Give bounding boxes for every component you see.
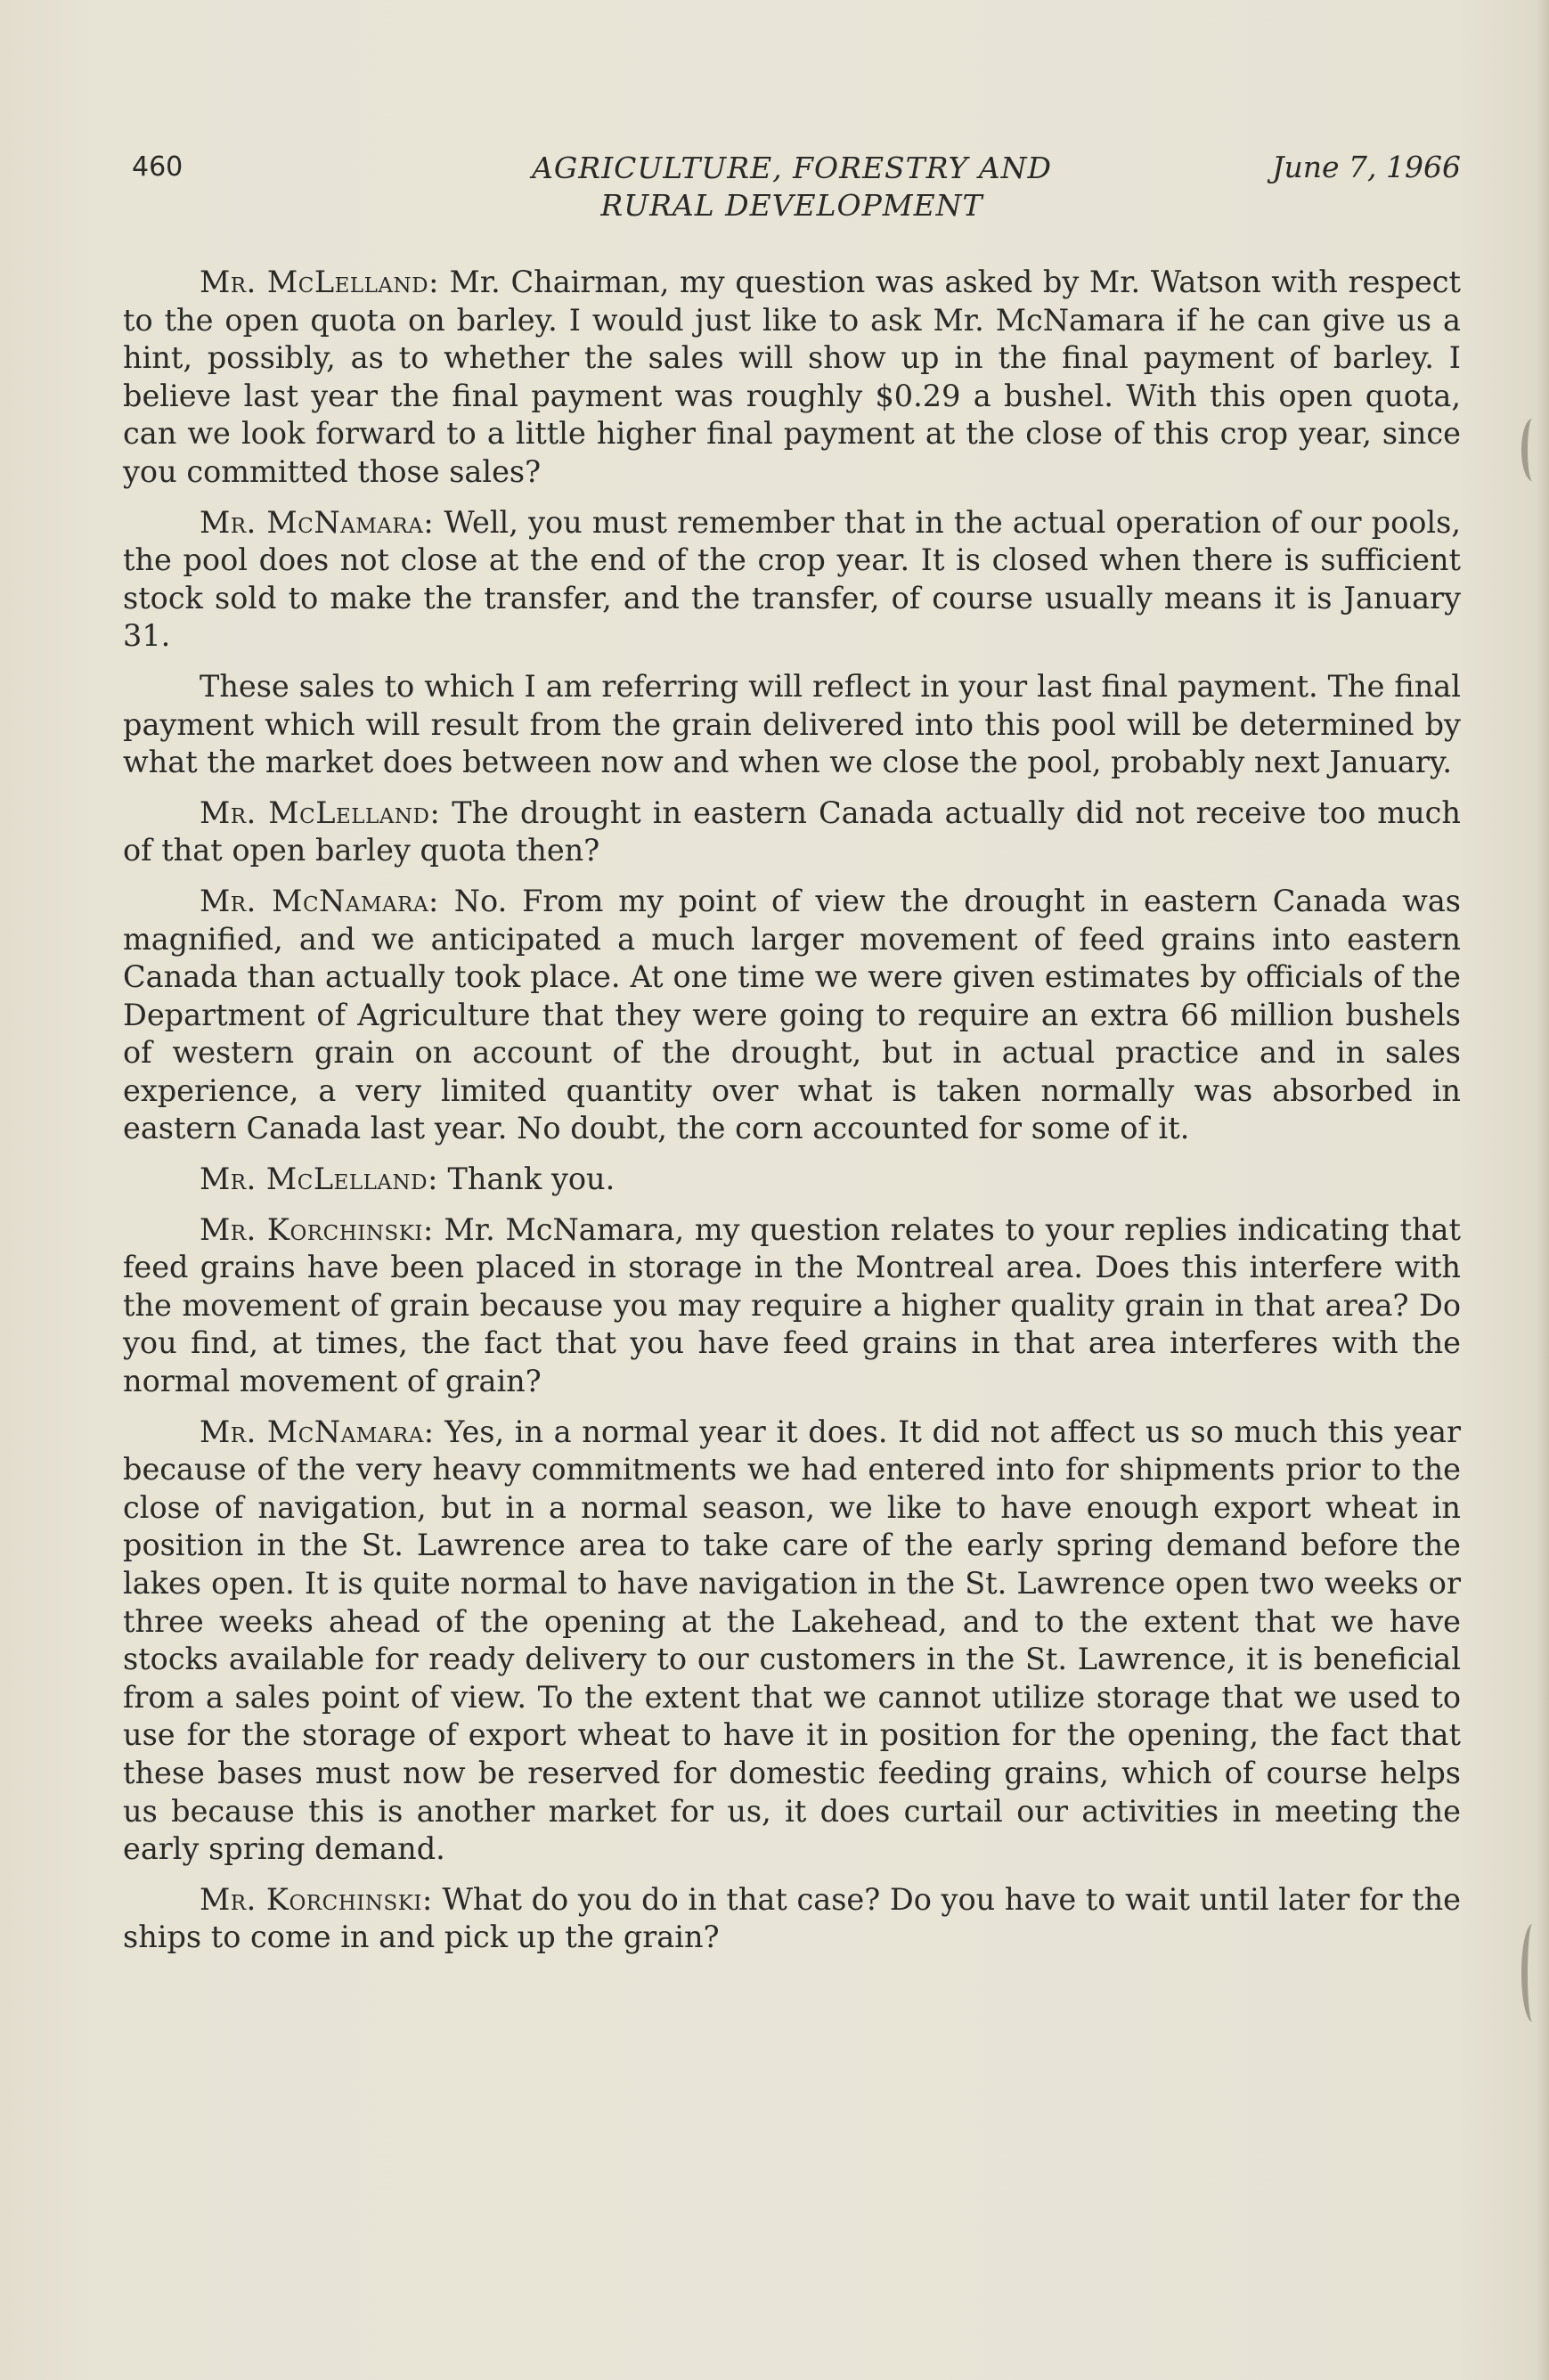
binding-mark <box>1521 1924 1544 2022</box>
transcript-paragraph <box>123 668 1461 782</box>
running-title <box>123 150 1461 224</box>
speaker-name: Mr. McNamara: <box>200 1414 435 1449</box>
speaker-name: Mr. McLelland: <box>200 265 439 299</box>
transcript-paragraph <box>123 264 1461 492</box>
transcript-paragraph <box>123 1414 1461 1869</box>
speaker-name: Mr. Korchinski: <box>200 1881 433 1917</box>
paragraph-text: Well, you must remember that in the actual operation of our pools, the pool does not close at the end of the crop year. It is closed when there is sufficient stock sold to make the transfer, and the transfer, of course usually means it is January 31. <box>123 504 1461 654</box>
transcript-body <box>123 264 1461 1969</box>
speaker-name: Mr. McLelland: <box>200 1161 438 1197</box>
paragraph-text: Yes, in a normal year it does. It did not affect us so much this year because of the very heavy commitments we had entered into for shipments prior to the close of navigation, but in a normal season, we like to have enough export wheat in position in the St. Lawrence area to take care of the early spring demand before the lakes open. It is quite normal to have navigation in the St. Lawrence open two weeks or three weeks ahead of the opening at the Lakehead, and to the extent that we have stocks available for ready delivery to our customers in the St. Lawrence, it is beneficial from a sales point of view. To the extent that we cannot utilize storage that we used to use for the storage of export wheat to have it in position for the opening, the fact that these bases must now be reserved for domestic feeding grains, which of course helps us because this is another market for us, it does curtail our activities in meeting the early spring demand. <box>123 1414 1461 1867</box>
speaker-name: Mr. Korchinski: <box>200 1211 434 1247</box>
running-title-line-1: AGRICULTURE, FORESTRY AND <box>532 151 1052 185</box>
header-date: June 7, 1966 <box>1272 150 1461 184</box>
transcript-paragraph <box>123 795 1461 870</box>
transcript-paragraph <box>123 1881 1461 1957</box>
paragraph-text: What do you do in that case? Do you have to wait until later for the ships to come in and pick up the grain? <box>123 1881 1462 1955</box>
paragraph-text: No. From my point of view the drought in eastern Canada was magnified, and we anticipated a much larger movement of feed grains into eastern Canada than actually took place. At one time we were given estimates by officials of the Department of Agriculture that they were going to require an extra 66 million bushels of western grain on account of the drought, but in actual practice and in sales experience, a very limited quantity over what is taken normally was absorbed in eastern Canada last year. No doubt, the corn accounted for some of it. <box>123 883 1461 1146</box>
running-title-line-2: RURAL DEVELOPMENT <box>600 188 983 223</box>
paragraph-text: Mr. McNamara, my question relates to your replies indicating that feed grains have been placed in storage in the Montreal area. Does this interfere with the movement of grain because you may require a higher quality grain in that area? Do you find, at times, the fact that you have feed grains in that area interferes with the normal movement of grain? <box>123 1211 1461 1399</box>
paragraph-text: Mr. Chairman, my question was asked by Mr. Watson with respect to the open quota on barley. I would just like to ask Mr. McNamara if he can give us a hint, possibly, as to whether the sales will show up in the final payment of barley. I believe last year the final payment was roughly $0.29 a bushel. With this open quota, can we look forward to a little higher final payment at the close of this crop year, since you committed those sales? <box>123 265 1461 489</box>
transcript-paragraph <box>123 504 1461 656</box>
transcript-paragraph <box>123 1161 1461 1199</box>
speaker-name: Mr. McNamara: <box>200 504 435 540</box>
transcript-paragraph <box>123 883 1461 1148</box>
paragraph-text: These sales to which I am referring will reflect in your last final payment. The final payment which will result from the grain delivered into this pool will be determined by what the market does between now and when we close the pool, probably next January. <box>123 668 1461 780</box>
paragraph-text: Thank you. <box>447 1161 616 1197</box>
page-number: 460 <box>132 151 183 183</box>
transcript-paragraph <box>123 1211 1461 1401</box>
speaker-name: Mr. McLelland: <box>200 795 441 830</box>
binding-mark <box>1521 419 1544 481</box>
running-header <box>123 150 1461 221</box>
page-edge-shadow <box>1537 0 1549 2380</box>
paragraph-text: The drought in eastern Canada actually did not receive too much of that open barley quota then? <box>123 795 1461 868</box>
speaker-name: Mr. McNamara: <box>200 883 439 918</box>
